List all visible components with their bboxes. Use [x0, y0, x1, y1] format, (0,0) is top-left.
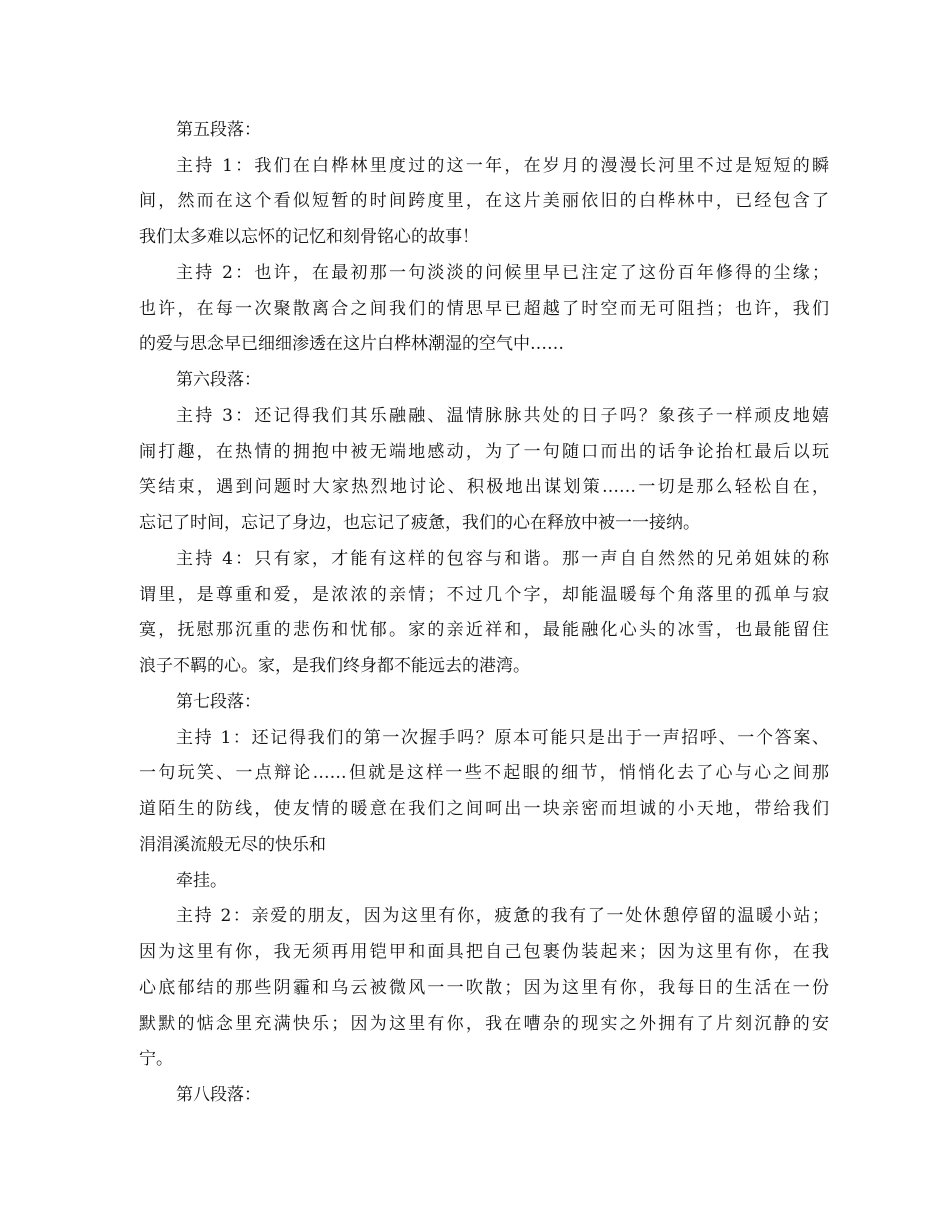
paragraph-line: 的爱与思念早已细细渗透在这片白桦林潮湿的空气中……	[139, 334, 564, 354]
section-heading-5: 第五段落：	[176, 120, 261, 140]
paragraph-line: 涓涓溪流般无尽的快乐和	[139, 835, 326, 855]
paragraph-line: 主持 4：只有家，才能有这样的包容与和谐。那一声自自然然的兄弟姐妹的称	[176, 549, 829, 569]
paragraph-line: 主持 2：亲爱的朋友，因为这里有你，疲惫的我有了一处休憩停留的温暖小站；	[176, 906, 829, 926]
paragraph-line: 主持 1：还记得我们的第一次握手吗？原本可能只是出于一声招呼、一个答案、	[176, 728, 829, 748]
paragraph-line: 我们太多难以忘怀的记忆和刻骨铭心的故事！	[139, 227, 479, 247]
paragraph-line: 忘记了时间，忘记了身边，也忘记了疲惫，我们的心在释放中被一一接纳。	[139, 513, 700, 533]
paragraph-line: 也许，在每一次聚散离合之间我们的情思早已超越了时空而无可阻挡；也许，我们	[139, 299, 829, 319]
section-heading-8: 第八段落：	[176, 1085, 261, 1105]
paragraph-line: 浪子不羁的心。家，是我们终身都不能远去的港湾。	[139, 656, 530, 676]
paragraph-line: 主持 1：我们在白桦林里度过的这一年，在岁月的漫漫长河里不过是短短的瞬	[176, 156, 829, 176]
paragraph-line: 牵挂。	[176, 871, 227, 891]
paragraph-line: 谓里，是尊重和爱，是浓浓的亲情；不过几个字，却能温暖每个角落里的孤单与寂	[139, 585, 829, 605]
paragraph-line: 间，然而在这个看似短暂的时间跨度里，在这片美丽依旧的白桦林中，已经包含了	[139, 191, 829, 211]
paragraph-line: 心底郁结的那些阴霾和乌云被微风一一吹散；因为这里有你，我每日的生活在一份	[139, 978, 829, 998]
paragraph-line: 道陌生的防线，使友情的暖意在我们之间呵出一块亲密而坦诚的小天地，带给我们	[139, 799, 829, 819]
section-heading-7: 第七段落：	[176, 692, 261, 712]
paragraph-line: 主持 3：还记得我们其乐融融、温情脉脉共处的日子吗？象孩子一样顽皮地嬉	[176, 406, 829, 426]
paragraph-line: 闹打趣，在热情的拥抱中被无端地感动，为了一句随口而出的话争论抬杠最后以玩	[139, 442, 829, 462]
paragraph-line: 因为这里有你，我无须再用铠甲和面具把自己包裹伪装起来；因为这里有你，在我	[139, 942, 829, 962]
paragraph-line: 一句玩笑、一点辩论……但就是这样一些不起眼的细节，悄悄化去了心与心之间那	[139, 763, 829, 783]
paragraph-line: 寞，抚慰那沉重的悲伤和忧郁。家的亲近祥和，最能融化心头的冰雪，也最能留住	[139, 620, 829, 640]
paragraph-line: 笑结束，遇到问题时大家热烈地讨论、积极地出谋划策……一切是那么轻松自在，	[139, 477, 829, 497]
paragraph-line: 主持 2：也许，在最初那一句淡淡的问候里早已注定了这份百年修得的尘缘；	[176, 263, 829, 283]
section-heading-6: 第六段落：	[176, 370, 261, 390]
paragraph-line: 默默的惦念里充满快乐；因为这里有你，我在嘈杂的现实之外拥有了片刻沉静的安	[139, 1014, 829, 1034]
paragraph-line: 宁。	[139, 1049, 173, 1069]
